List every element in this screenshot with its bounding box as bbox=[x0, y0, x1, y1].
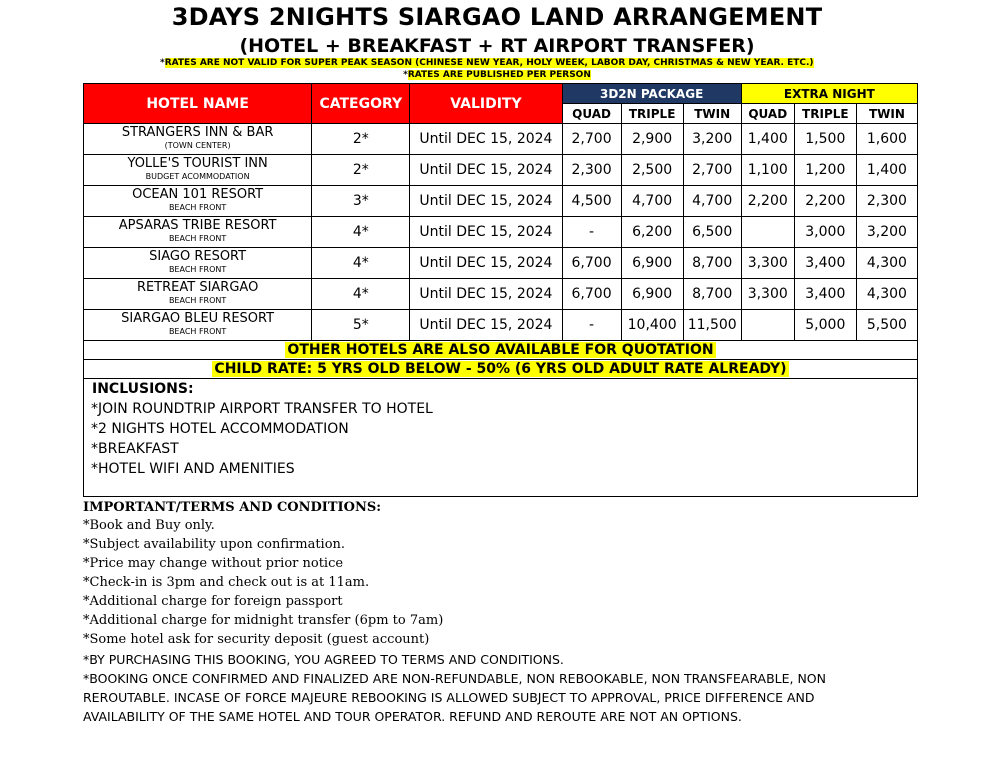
package-twin-cell: 4,700 bbox=[683, 186, 741, 217]
header-3d2n-package: 3D2N PACKAGE bbox=[562, 84, 741, 104]
page-title: 3DAYS 2NIGHTS SIARGAO LAND ARRANGEMENT bbox=[171, 3, 823, 31]
rate-rows bbox=[84, 124, 918, 341]
page-subtitle: (HOTEL + BREAKFAST + RT AIRPORT TRANSFER) bbox=[239, 35, 755, 57]
season-note-star: * bbox=[160, 58, 165, 68]
extra-triple-cell: 3,400 bbox=[794, 248, 856, 279]
header-category: CATEGORY bbox=[312, 84, 410, 124]
hotel-row bbox=[84, 279, 918, 310]
extra-quad-cell: 1,400 bbox=[741, 124, 794, 155]
extra-triple-cell: 5,000 bbox=[794, 310, 856, 341]
terms-line: *Some hotel ask for security deposit (guest account) bbox=[83, 632, 430, 647]
per-person-note bbox=[0, 70, 994, 80]
extra-twin-cell: 1,600 bbox=[856, 124, 917, 155]
hotel-row bbox=[84, 124, 918, 155]
category-cell: 4* bbox=[312, 248, 410, 279]
hotel-location: BEACH FRONT bbox=[168, 265, 227, 274]
inclusion-item: *2 NIGHTS HOTEL ACCOMMODATION bbox=[91, 421, 349, 437]
hotel-name: SIARGAO BLEU RESORT bbox=[121, 311, 275, 326]
subheader-package-twin: TWIN bbox=[683, 104, 741, 124]
hotel-name: SIAGO RESORT bbox=[149, 249, 247, 264]
hotel-name-cell bbox=[84, 248, 312, 279]
terms-line: *Additional charge for foreign passport bbox=[83, 594, 343, 609]
validity-cell: Until DEC 15, 2024 bbox=[410, 186, 562, 217]
hotel-location: BEACH FRONT bbox=[168, 296, 227, 305]
terms-line: *Price may change without prior notice bbox=[83, 556, 344, 571]
child-rate-banner bbox=[84, 360, 918, 379]
hotel-name-cell bbox=[84, 186, 312, 217]
terms-line: *Check-in is 3pm and check out is at 11am. bbox=[83, 575, 370, 590]
hotel-name-cell bbox=[84, 124, 312, 155]
season-note-text: RATES ARE NOT VALID FOR SUPER PEAK SEASON (CHINESE NEW YEAR, HOLY WEEK, LABOR DAY, CHRISTMAS & NEW YEAR. ETC.) bbox=[164, 58, 814, 68]
subheader-package-triple: TRIPLE bbox=[621, 104, 683, 124]
package-quad-cell: 2,300 bbox=[562, 155, 621, 186]
subheader-extra-quad: QUAD bbox=[741, 104, 794, 124]
subheader-package-quad: QUAD bbox=[562, 104, 621, 124]
hotel-location: BUDGET ACOMMODATION bbox=[145, 172, 250, 181]
terms-caps-line: AVAILABILITY OF THE SAME HOTEL AND TOUR OPERATOR. REFUND AND REROUTE ARE NOT AN OPTIONS. bbox=[83, 709, 742, 724]
package-quad-cell: - bbox=[562, 217, 621, 248]
hotel-location: BEACH FRONT bbox=[168, 327, 227, 336]
extra-twin-cell: 5,500 bbox=[856, 310, 917, 341]
package-quad-cell: - bbox=[562, 310, 621, 341]
inclusions-box bbox=[83, 379, 918, 497]
hotel-name: APSARAS TRIBE RESORT bbox=[118, 218, 277, 233]
hotel-name: STRANGERS INN & BAR bbox=[121, 125, 274, 140]
category-cell: 3* bbox=[312, 186, 410, 217]
validity-cell: Until DEC 15, 2024 bbox=[410, 279, 562, 310]
hotel-row bbox=[84, 155, 918, 186]
season-note bbox=[160, 58, 814, 68]
category-cell: 5* bbox=[312, 310, 410, 341]
per-person-note-star: * bbox=[403, 70, 408, 80]
inclusion-item: *BREAKFAST bbox=[91, 441, 179, 457]
subheader-extra-triple: TRIPLE bbox=[794, 104, 856, 124]
package-twin-cell: 8,700 bbox=[683, 248, 741, 279]
rates-table bbox=[83, 83, 918, 379]
extra-quad-cell: 3,300 bbox=[741, 248, 794, 279]
hotel-name: YOLLE'S TOURIST INN bbox=[127, 156, 268, 171]
package-quad-cell: 2,700 bbox=[562, 124, 621, 155]
extra-triple-cell: 1,500 bbox=[794, 124, 856, 155]
extra-twin-cell: 4,300 bbox=[856, 248, 917, 279]
package-triple-cell: 6,900 bbox=[621, 248, 683, 279]
package-twin-cell: 3,200 bbox=[683, 124, 741, 155]
validity-cell: Until DEC 15, 2024 bbox=[410, 155, 562, 186]
terms-line: *Book and Buy only. bbox=[83, 518, 215, 533]
package-triple-cell: 4,700 bbox=[621, 186, 683, 217]
extra-quad-cell: 1,100 bbox=[741, 155, 794, 186]
hotel-row bbox=[84, 310, 918, 341]
hotel-name-cell bbox=[84, 155, 312, 186]
package-triple-cell: 10,400 bbox=[621, 310, 683, 341]
package-triple-cell: 2,900 bbox=[621, 124, 683, 155]
hotel-name-cell bbox=[84, 279, 312, 310]
hotel-location: BEACH FRONT bbox=[168, 234, 227, 243]
extra-quad-cell: 3,300 bbox=[741, 279, 794, 310]
hotel-location: (TOWN CENTER) bbox=[164, 141, 231, 150]
category-cell: 4* bbox=[312, 279, 410, 310]
inclusions-heading: INCLUSIONS: bbox=[92, 381, 194, 397]
extra-quad-cell: 2,200 bbox=[741, 186, 794, 217]
terms-heading: IMPORTANT/TERMS AND CONDITIONS: bbox=[83, 500, 382, 515]
terms-caps-line: *BOOKING ONCE CONFIRMED AND FINALIZED ARE NON-REFUNDABLE, NON REBOOKABLE, NON TRANSFEARABLE, NON bbox=[83, 671, 826, 686]
terms-caps-line: *BY PURCHASING THIS BOOKING, YOU AGREED TO TERMS AND CONDITIONS. bbox=[83, 652, 564, 667]
package-twin-cell: 8,700 bbox=[683, 279, 741, 310]
package-triple-cell: 6,900 bbox=[621, 279, 683, 310]
terms-line: *Subject availability upon confirmation. bbox=[83, 537, 346, 552]
per-person-note-text: RATES ARE PUBLISHED PER PERSON bbox=[407, 70, 591, 80]
package-quad-cell: 4,500 bbox=[562, 186, 621, 217]
hotel-name: OCEAN 101 RESORT bbox=[132, 187, 264, 202]
header-validity: VALIDITY bbox=[410, 84, 562, 124]
terms-caps-line: REROUTABLE. INCASE OF FORCE MAJEURE REBOOKING IS ALLOWED SUBJECT TO APPROVAL, PRICE DIFFERENCE AND bbox=[83, 690, 815, 705]
package-quad-cell: 6,700 bbox=[562, 279, 621, 310]
header-extra-night: EXTRA NIGHT bbox=[741, 84, 917, 104]
validity-cell: Until DEC 15, 2024 bbox=[410, 310, 562, 341]
terms-line: *Additional charge for midnight transfer (6pm to 7am) bbox=[83, 613, 444, 628]
package-triple-cell: 6,200 bbox=[621, 217, 683, 248]
extra-quad-cell bbox=[741, 217, 794, 248]
extra-twin-cell: 1,400 bbox=[856, 155, 917, 186]
inclusion-item: *JOIN ROUNDTRIP AIRPORT TRANSFER TO HOTEL bbox=[91, 401, 433, 417]
package-twin-cell: 6,500 bbox=[683, 217, 741, 248]
hotel-row bbox=[84, 248, 918, 279]
hotel-name-cell bbox=[84, 217, 312, 248]
header-hotel-name: HOTEL NAME bbox=[84, 84, 312, 124]
category-cell: 2* bbox=[312, 155, 410, 186]
hotel-name: RETREAT SIARGAO bbox=[136, 280, 259, 295]
hotel-name-cell bbox=[84, 310, 312, 341]
package-triple-cell: 2,500 bbox=[621, 155, 683, 186]
validity-cell: Until DEC 15, 2024 bbox=[410, 248, 562, 279]
extra-quad-cell bbox=[741, 310, 794, 341]
hotel-location: BEACH FRONT bbox=[168, 203, 227, 212]
package-twin-cell: 11,500 bbox=[683, 310, 741, 341]
extra-triple-cell: 1,200 bbox=[794, 155, 856, 186]
child-rate-text: CHILD RATE: 5 YRS OLD BELOW - 50% (6 YRS OLD ADULT RATE ALREADY) bbox=[214, 361, 787, 377]
category-cell: 4* bbox=[312, 217, 410, 248]
package-twin-cell: 2,700 bbox=[683, 155, 741, 186]
inclusion-item: *HOTEL WIFI AND AMENITIES bbox=[91, 461, 295, 477]
subheader-extra-twin: TWIN bbox=[856, 104, 917, 124]
other-hotels-text: OTHER HOTELS ARE ALSO AVAILABLE FOR QUOTATION bbox=[287, 342, 714, 358]
extra-triple-cell: 2,200 bbox=[794, 186, 856, 217]
package-quad-cell: 6,700 bbox=[562, 248, 621, 279]
extra-twin-cell: 3,200 bbox=[856, 217, 917, 248]
category-cell: 2* bbox=[312, 124, 410, 155]
extra-triple-cell: 3,400 bbox=[794, 279, 856, 310]
validity-cell: Until DEC 15, 2024 bbox=[410, 217, 562, 248]
extra-twin-cell: 2,300 bbox=[856, 186, 917, 217]
hotel-row bbox=[84, 217, 918, 248]
extra-twin-cell: 4,300 bbox=[856, 279, 917, 310]
other-hotels-banner bbox=[84, 341, 918, 360]
validity-cell: Until DEC 15, 2024 bbox=[410, 124, 562, 155]
extra-triple-cell: 3,000 bbox=[794, 217, 856, 248]
hotel-row bbox=[84, 186, 918, 217]
